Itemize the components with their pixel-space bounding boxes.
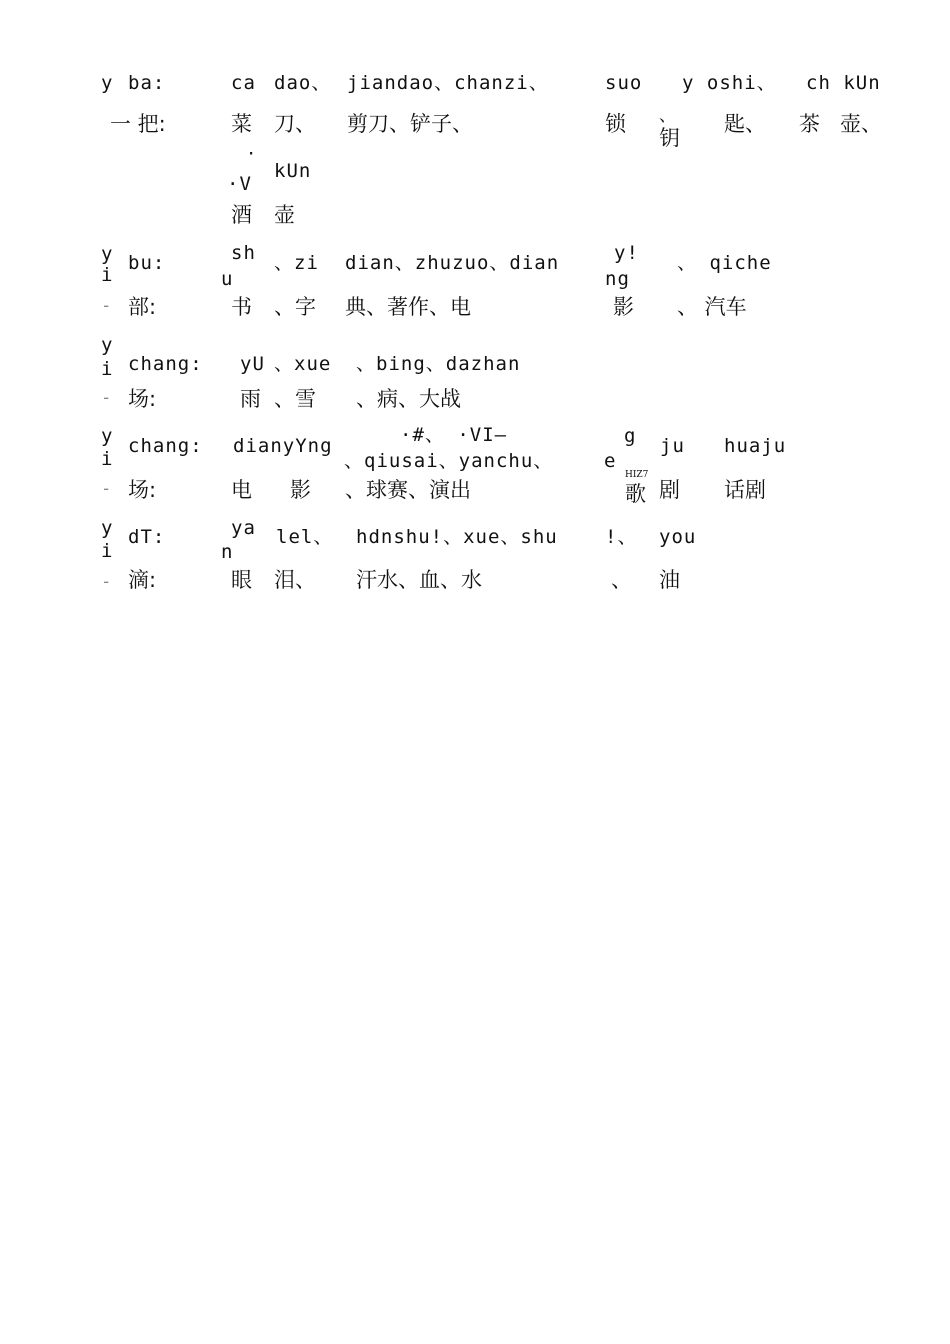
row-ba-extra-dot: · <box>246 144 257 164</box>
row-di-measure: 滴: <box>128 568 157 592</box>
row-di-hanzi-c1: 眼 <box>231 568 252 592</box>
row-chang2-hanzi-c4: 歌 <box>625 482 646 506</box>
row-bu-dash: - <box>101 296 112 316</box>
row-ba-pinyin-term: ba: <box>128 72 166 94</box>
row-chang2-pinyin-c5: ju <box>660 435 685 457</box>
row-ba-hanzi-c2: 刀、 <box>274 112 316 136</box>
row-bu-hanzi-c3: 典、著作、电 <box>345 295 471 319</box>
row-chang2-hanzi-c2: 影 <box>290 478 311 502</box>
row-chang2-dash: - <box>101 479 112 499</box>
row-di-pinyin-c1bot: n <box>221 541 234 563</box>
row-chang1-pinyin-c3: 、bing、dazhan <box>356 353 521 375</box>
row-chang2-pinyin-c6: huaju <box>724 435 787 457</box>
row-bu-pinyin-i: i <box>101 264 114 286</box>
row-di-pinyin-c4: !、 <box>605 526 638 548</box>
row-bu-measure: 部: <box>128 295 157 319</box>
row-chang2-hanzi-c3: 、球赛、演出 <box>345 478 471 502</box>
row-chang2-pinyin-i: i <box>101 448 114 470</box>
row-chang1-dash: - <box>101 388 112 408</box>
row-bu-pinyin-c1bot: u <box>221 268 234 290</box>
row-chang2-hanzi-c1: 电 <box>231 478 252 502</box>
row-ba-extra-kun: kUn <box>274 160 312 182</box>
row-chang2-pinyin-c1: dianyYng <box>233 435 333 457</box>
row-chang2-pinyin-term: chang: <box>128 435 203 457</box>
row-chang2-hanzi-c6: 话剧 <box>724 478 766 502</box>
row-bu-pinyin-c3: dian、zhuzuo、dian <box>345 252 560 274</box>
row-chang1-pinyin-y: y <box>101 334 114 356</box>
row-bu-pinyin-c4top: y! <box>614 242 639 264</box>
row-ba-pinyin-c3: jiandao、chanzi、 <box>347 72 549 94</box>
row-ba-pinyin-c4: suo <box>605 72 643 94</box>
row-chang1-hanzi-c3: 、病、大战 <box>356 387 461 411</box>
row-ba-pinyin-c5: y oshi、 <box>682 72 777 94</box>
row-ba-pinyin-c1: ca <box>231 72 256 94</box>
row-chang2-hanzi-c4small: HIZ7 <box>625 470 649 480</box>
row-ba-hanzi-c4: 锁 <box>605 112 626 136</box>
row-chang1-pinyin-i: i <box>101 358 114 380</box>
row-di-pinyin-y: y <box>101 517 114 539</box>
row-chang2-pinyin-c4bot: e <box>604 450 617 472</box>
row-di-pinyin-c5: you <box>659 526 697 548</box>
row-di-hanzi-c2: 泪、 <box>274 568 316 592</box>
row-chang2-pinyin-c3: 、qiusai、yanchu、 <box>344 450 554 472</box>
row-chang1-hanzi-c2: 、雪 <box>274 387 316 411</box>
row-ba-measure: 一 把: <box>110 112 166 136</box>
row-chang2-hanzi-c5: 剧 <box>659 478 680 502</box>
row-bu-pinyin-c1top: sh <box>231 242 256 264</box>
row-bu-pinyin-c5: 、 qiche <box>677 252 772 274</box>
row-ba-hanzi-c5c: 匙、 <box>724 112 766 136</box>
row-bu-hanzi-c2: 、字 <box>274 295 316 319</box>
row-bu-hanzi-c4: 影 <box>613 295 634 319</box>
row-ba-pinyin-y: y <box>101 72 114 94</box>
row-chang2-measure: 场: <box>128 478 157 502</box>
row-chang1-pinyin-term: chang: <box>128 353 203 375</box>
row-di-dash: - <box>101 572 112 592</box>
row-chang2-pinyin-y: y <box>101 425 114 447</box>
row-ba-hanzi-c5b: 钥 <box>659 126 680 150</box>
row-ba-hanzi-c1: 菜 <box>231 112 252 136</box>
row-chang1-hanzi-c1: 雨 <box>240 387 261 411</box>
row-bu-pinyin-term: bu: <box>128 252 166 274</box>
row-bu-pinyin-c2: 、zi <box>274 252 319 274</box>
row-ba-hanzi-c6b: 壶、 <box>840 112 882 136</box>
row-ba-extra-c1: 酒 <box>231 203 252 227</box>
row-ba-extra-v: ·V <box>227 173 252 195</box>
row-di-hanzi-c4: 、 <box>611 568 632 592</box>
row-di-pinyin-c2: lel、 <box>276 526 334 548</box>
row-bu-hanzi-c5: 、 汽车 <box>677 295 747 319</box>
row-bu-hanzi-c1: 书 <box>231 295 252 319</box>
row-ba-hanzi-c6a: 茶 <box>799 112 820 136</box>
row-di-pinyin-c1top: ya <box>231 517 256 539</box>
row-ba-extra-c2: 壶 <box>274 203 295 227</box>
row-ba-hanzi-c3: 剪刀、铲子、 <box>347 112 473 136</box>
row-di-hanzi-c3: 汗水、血、水 <box>356 568 482 592</box>
row-ba-hanzi-c5a: 、 <box>659 106 676 126</box>
row-di-pinyin-c3: hdnshu!、xue、shu <box>356 526 558 548</box>
row-di-hanzi-c5: 油 <box>659 568 680 592</box>
row-bu-pinyin-c4bot: ng <box>605 268 630 290</box>
row-chang1-pinyin-c1: yU <box>240 353 265 375</box>
row-di-pinyin-i: i <box>101 540 114 562</box>
row-chang2-pinyin-c2: ·#、 ·VI— <box>400 424 508 446</box>
row-chang1-pinyin-c2: 、xue <box>274 353 332 375</box>
row-di-pinyin-term: dT: <box>128 526 166 548</box>
row-chang1-measure: 场: <box>128 387 157 411</box>
row-bu-pinyin-y: y <box>101 243 114 265</box>
row-chang2-pinyin-c4top: g <box>624 425 637 447</box>
row-ba-pinyin-c2: dao、 <box>274 72 332 94</box>
row-ba-pinyin-c6: ch kUn <box>806 72 881 94</box>
